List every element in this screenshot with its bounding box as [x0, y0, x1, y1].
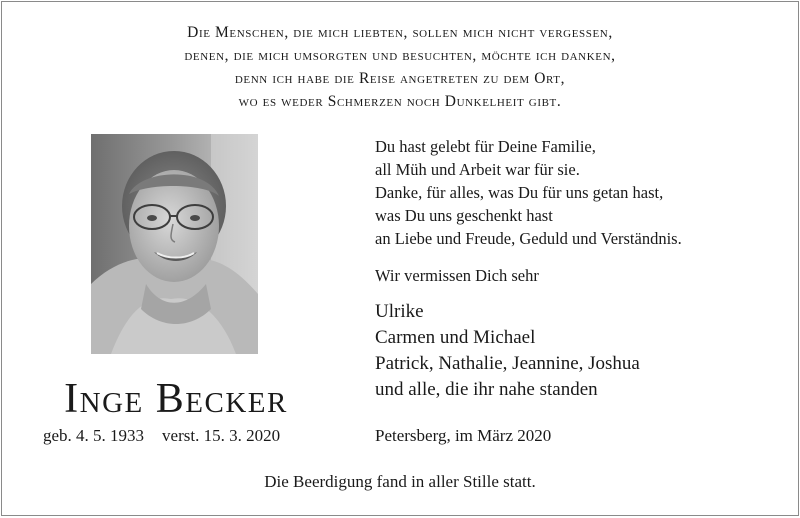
deceased-name: Inge Becker	[64, 376, 288, 422]
place-date: Petersberg, im März 2020	[375, 426, 552, 445]
birth-date: geb. 4. 5. 1933	[43, 426, 145, 445]
tribute-verse	[375, 135, 682, 250]
verse-line: Danke, für alles, was Du für uns getan hast,	[375, 183, 664, 202]
death-date: verst. 15. 3. 2020	[162, 426, 281, 445]
verse-line: Du hast gelebt für Deine Familie,	[375, 137, 596, 156]
mourner-line: Ulrike	[375, 301, 424, 322]
opening-poem	[2, 21, 798, 113]
poem-line: denn ich habe die Reise angetreten zu dem Ort,	[234, 70, 566, 87]
verse-line: all Müh und Arbeit war für sie.	[375, 160, 580, 179]
funeral-note: Die Beerdigung fand in aller Stille statt.	[264, 472, 536, 491]
portrait-photo	[91, 134, 258, 354]
poem-line: Die Menschen, die mich liebten, sollen mich nicht vergessen,	[187, 24, 613, 41]
verse-line: was Du uns geschenkt hast	[375, 206, 553, 225]
mourner-line: Carmen und Michael	[375, 327, 536, 348]
miss-line: Wir vermissen Dich sehr	[375, 266, 539, 285]
poem-line: wo es weder Schmerzen noch Dunkelheit gibt.	[238, 93, 562, 110]
poem-line: denen, die mich umsorgten und besuchten, möchte ich danken,	[184, 47, 616, 64]
obituary-notice	[1, 1, 799, 516]
mourner-line: Patrick, Nathalie, Jeannine, Joshua	[375, 353, 640, 374]
life-dates	[43, 426, 280, 446]
mourners-list	[375, 299, 640, 403]
verse-line: an Liebe und Freude, Geduld und Verständnis.	[375, 229, 682, 248]
mourner-line: und alle, die ihr nahe standen	[375, 379, 598, 400]
